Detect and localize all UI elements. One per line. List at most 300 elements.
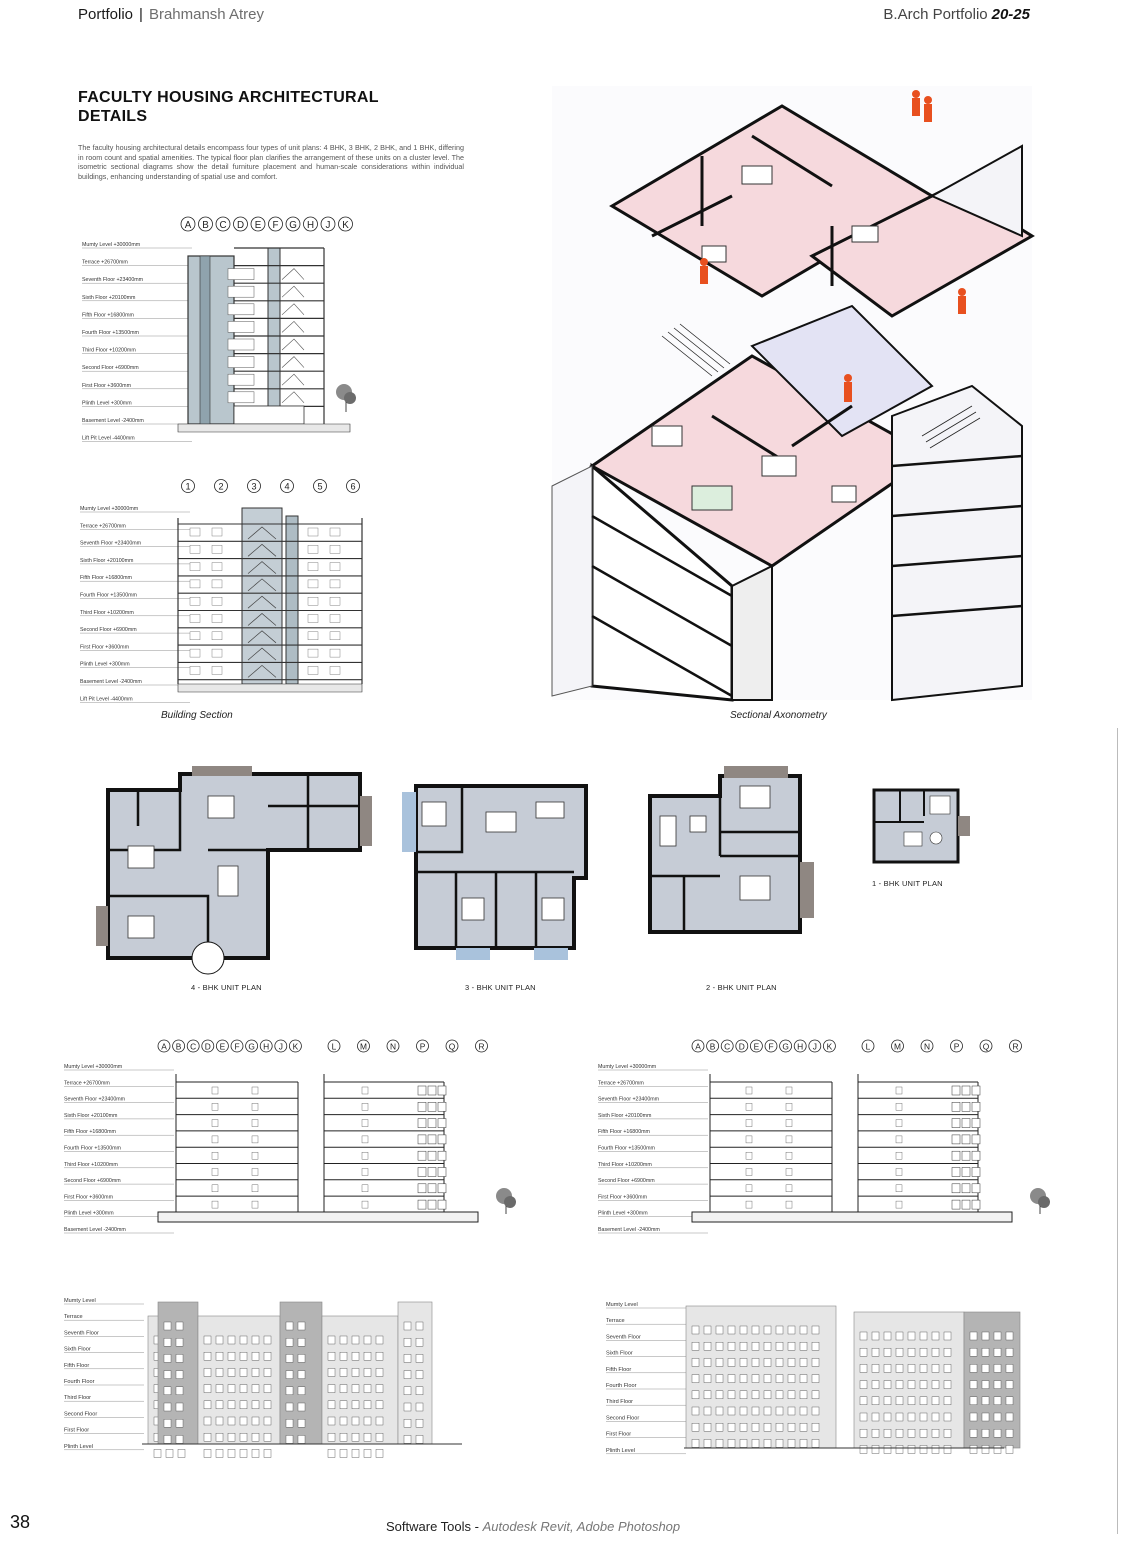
grid-bubble <box>248 480 261 493</box>
window <box>896 1103 902 1110</box>
window <box>932 1332 939 1340</box>
window <box>362 1103 368 1110</box>
balcony <box>958 816 970 836</box>
window <box>944 1381 951 1389</box>
window <box>240 1385 247 1393</box>
grid-bubble-label: L <box>865 1041 871 1052</box>
lift-core <box>188 256 234 424</box>
portfolio-year: 20-25 <box>991 6 1030 23</box>
grid-bubble-label: D <box>204 1041 211 1052</box>
window <box>364 1368 371 1376</box>
window <box>364 1449 371 1457</box>
window <box>438 1184 446 1193</box>
grid-bubble-label: N <box>389 1041 397 1052</box>
grid-bubble <box>707 1040 719 1052</box>
level-label: First Floor +3600mm <box>598 1194 648 1201</box>
window <box>240 1449 247 1457</box>
grid-bubbles-letters-ext <box>862 1040 1022 1052</box>
grid-bubble-label: K <box>292 1041 299 1052</box>
elevation-facade <box>142 1302 462 1457</box>
window <box>364 1433 371 1441</box>
window <box>800 1407 807 1415</box>
window <box>228 321 254 332</box>
window <box>212 666 222 674</box>
ground-section <box>178 424 350 432</box>
window <box>212 580 222 588</box>
window <box>204 1417 211 1425</box>
window <box>404 1354 411 1362</box>
window <box>872 1429 879 1437</box>
window <box>418 1151 426 1160</box>
level-label: Plinth Level <box>606 1447 635 1454</box>
window <box>252 1152 258 1159</box>
level-label: Fifth Floor +16800mm <box>64 1129 116 1136</box>
window <box>438 1168 446 1177</box>
portfolio-label: Portfolio <box>78 6 134 23</box>
window <box>728 1358 735 1366</box>
basement <box>158 1212 478 1222</box>
window <box>404 1387 411 1395</box>
window <box>240 1336 247 1344</box>
window <box>212 563 222 571</box>
grid-bubble-label: C <box>724 1041 731 1052</box>
level-label: Sixth Floor +20100mm <box>598 1112 652 1119</box>
window <box>920 1348 927 1356</box>
window <box>740 1358 747 1366</box>
window <box>994 1381 1001 1389</box>
window <box>308 597 318 605</box>
window <box>692 1407 699 1415</box>
level-labels <box>606 1302 686 1454</box>
window <box>982 1348 989 1356</box>
elevation-left <box>62 1292 472 1460</box>
window <box>704 1342 711 1350</box>
grid-bubble-label: K <box>342 219 349 231</box>
window <box>704 1326 711 1334</box>
window <box>692 1342 699 1350</box>
basement <box>692 1212 1012 1222</box>
window <box>298 1435 305 1443</box>
window <box>164 1403 171 1411</box>
level-label: Mumty Level <box>606 1302 638 1308</box>
window <box>962 1135 970 1144</box>
window <box>812 1375 819 1383</box>
window <box>212 1103 218 1110</box>
grid-bubble <box>182 480 195 493</box>
window <box>944 1332 951 1340</box>
window <box>418 1200 426 1209</box>
window <box>264 1417 271 1425</box>
grid-bubble-label: N <box>923 1041 931 1052</box>
window <box>746 1087 752 1094</box>
grid-bubble <box>181 217 195 231</box>
level-label: Second Floor +6900mm <box>80 627 137 634</box>
window <box>308 615 318 623</box>
window <box>896 1087 902 1094</box>
window <box>212 545 222 553</box>
window <box>982 1332 989 1340</box>
grid-bubble <box>187 1040 199 1052</box>
grid-bubble-label: E <box>254 219 262 231</box>
grid-bubble <box>476 1040 488 1052</box>
grid-bubble-label: A <box>161 1041 167 1052</box>
window <box>896 1381 903 1389</box>
grid-bubble <box>692 1040 704 1052</box>
window <box>204 1385 211 1393</box>
window <box>800 1439 807 1447</box>
grid-bubble-label: 5 <box>317 481 323 492</box>
plan-2bhk <box>640 766 830 942</box>
window <box>860 1381 867 1389</box>
grid-bubble-label: H <box>306 219 315 231</box>
window <box>872 1445 879 1453</box>
window <box>812 1439 819 1447</box>
window <box>364 1336 371 1344</box>
window <box>970 1381 977 1389</box>
facade-block <box>398 1302 432 1444</box>
window <box>298 1322 305 1330</box>
window <box>264 1449 271 1457</box>
plan-label-4bhk: 4 - BHK UNIT PLAN <box>191 983 262 992</box>
level-label: Sixth Floor +20100mm <box>82 294 136 301</box>
window <box>860 1397 867 1405</box>
stair-flight <box>282 321 304 332</box>
grid-bubble-label: B <box>202 219 209 231</box>
window <box>896 1152 902 1159</box>
window <box>704 1423 711 1431</box>
window <box>364 1385 371 1393</box>
intro-paragraph: The faculty housing architectural details encompass four types of unit plans: 4 BHK, 3 BHK, 2 BHK, and 1 BHK, differing in room count and spatial amenities. The typical floor plan clarifies the arrangement of these units on a cluster level. The isometric sectional diagrams show the detail furniture placement and human-scale considerations within individual buildings, enhancing understanding of spatial use and comfort. <box>78 143 464 181</box>
window <box>728 1375 735 1383</box>
grid-bubble <box>216 217 230 231</box>
window <box>962 1151 970 1160</box>
longitudinal-section-drawing <box>78 478 378 703</box>
window <box>352 1417 359 1425</box>
window <box>416 1403 423 1411</box>
level-labels <box>82 242 192 442</box>
window <box>264 1385 271 1393</box>
grid-bubble <box>446 1040 458 1052</box>
window <box>330 597 340 605</box>
window <box>404 1419 411 1427</box>
plan-label-1bhk: 1 - BHK UNIT PLAN <box>872 879 943 888</box>
window <box>788 1439 795 1447</box>
window <box>428 1168 436 1177</box>
window <box>728 1407 735 1415</box>
level-label: First Floor <box>64 1427 90 1434</box>
window <box>428 1086 436 1095</box>
window <box>908 1413 915 1421</box>
window <box>416 1387 423 1395</box>
window <box>746 1136 752 1143</box>
window <box>190 528 200 536</box>
window <box>972 1200 980 1209</box>
grid-bubble-label: B <box>709 1041 716 1052</box>
window <box>340 1433 347 1441</box>
window <box>404 1338 411 1346</box>
window <box>812 1326 819 1334</box>
window <box>896 1348 903 1356</box>
window <box>364 1401 371 1409</box>
bathroom-tile <box>692 486 732 510</box>
window <box>752 1439 759 1447</box>
window <box>952 1135 960 1144</box>
window <box>908 1445 915 1453</box>
level-label: Fifth Floor +16800mm <box>598 1129 650 1136</box>
window <box>228 357 254 368</box>
window <box>212 1136 218 1143</box>
balcony <box>534 948 568 960</box>
window <box>438 1151 446 1160</box>
window <box>970 1429 977 1437</box>
window <box>962 1168 970 1177</box>
level-label: Mumty Level <box>64 1298 96 1304</box>
window <box>776 1375 783 1383</box>
window <box>884 1429 891 1437</box>
window <box>264 1433 271 1441</box>
portfolio-header <box>78 6 264 23</box>
portfolio-tag-text: B.Arch Portfolio <box>883 6 988 23</box>
grid-bubble-label: G <box>248 1041 255 1052</box>
level-label: First Floor +3600mm <box>82 382 132 389</box>
window <box>164 1419 171 1427</box>
window <box>298 1371 305 1379</box>
cross-section-drawing <box>78 212 378 442</box>
elevation-facade <box>684 1306 1020 1453</box>
window <box>716 1407 723 1415</box>
window <box>252 1136 258 1143</box>
window <box>204 1352 211 1360</box>
window <box>972 1135 980 1144</box>
window <box>418 1184 426 1193</box>
window <box>972 1151 980 1160</box>
stair-flight <box>282 374 304 385</box>
level-label: Third Floor +10200mm <box>80 609 134 616</box>
window <box>786 1120 792 1127</box>
window <box>962 1119 970 1128</box>
grid-bubble <box>736 1040 748 1052</box>
window <box>428 1119 436 1128</box>
author-name: Brahmansh Atrey <box>148 6 264 23</box>
window <box>228 1336 235 1344</box>
window <box>416 1322 423 1330</box>
window <box>776 1391 783 1399</box>
window <box>944 1429 951 1437</box>
window <box>788 1358 795 1366</box>
plan-4bhk <box>88 766 378 966</box>
window <box>764 1326 771 1334</box>
window <box>228 304 254 315</box>
window <box>228 1352 235 1360</box>
window <box>286 1371 293 1379</box>
window <box>982 1429 989 1437</box>
window <box>752 1358 759 1366</box>
window <box>872 1332 879 1340</box>
level-label: Fourth Floor +13500mm <box>82 330 139 336</box>
window <box>972 1184 980 1193</box>
grid-bubble-label: F <box>272 219 279 231</box>
window <box>298 1354 305 1362</box>
window <box>952 1200 960 1209</box>
grid-bubble <box>347 480 360 493</box>
grid-bubble <box>215 480 228 493</box>
window <box>746 1185 752 1192</box>
window <box>252 1185 258 1192</box>
level-label: Seventh Floor +23400mm <box>80 540 142 547</box>
grid-bubble <box>234 217 248 231</box>
person-icon <box>700 258 708 284</box>
level-label: Plinth Level +300mm <box>598 1210 648 1217</box>
window <box>362 1120 368 1127</box>
grid-bubble <box>1010 1040 1022 1052</box>
window <box>416 1419 423 1427</box>
grid-bubble <box>281 480 294 493</box>
window <box>788 1375 795 1383</box>
plan-label-2bhk: 2 - BHK UNIT PLAN <box>706 983 777 992</box>
grid-bubble-label: F <box>234 1041 240 1052</box>
window <box>908 1381 915 1389</box>
window <box>178 1449 185 1457</box>
window <box>364 1352 371 1360</box>
window <box>264 1336 271 1344</box>
window <box>308 666 318 674</box>
window <box>776 1326 783 1334</box>
window <box>228 1433 235 1441</box>
window <box>252 1103 258 1110</box>
window <box>896 1120 902 1127</box>
level-label: Seventh Floor +23400mm <box>64 1096 126 1103</box>
window <box>154 1449 161 1457</box>
level-label: First Floor <box>606 1431 632 1438</box>
window <box>252 1120 258 1127</box>
window <box>216 1368 223 1376</box>
window <box>932 1445 939 1453</box>
window <box>994 1348 1001 1356</box>
window <box>416 1371 423 1379</box>
window <box>800 1375 807 1383</box>
window <box>872 1381 879 1389</box>
level-label: Mumty Level +30000mm <box>82 242 141 248</box>
window <box>216 1433 223 1441</box>
stair-flight <box>282 304 304 315</box>
stair-flight <box>282 269 304 280</box>
window <box>692 1326 699 1334</box>
window <box>962 1200 970 1209</box>
window <box>252 1169 258 1176</box>
portfolio-tag <box>883 6 1030 23</box>
level-label: Terrace <box>64 1314 83 1321</box>
window <box>994 1332 1001 1340</box>
window <box>764 1407 771 1415</box>
level-label: Mumty Level +30000mm <box>598 1064 657 1070</box>
grid-bubble-label: H <box>797 1041 804 1052</box>
window <box>994 1397 1001 1405</box>
plan-3bhk <box>396 772 606 962</box>
window <box>884 1445 891 1453</box>
window <box>428 1102 436 1111</box>
level-label: Fourth Floor +13500mm <box>64 1145 121 1152</box>
stair-flight <box>282 357 304 368</box>
window <box>896 1332 903 1340</box>
grid-bubble <box>158 1040 170 1052</box>
balcony <box>96 906 108 946</box>
level-label: Second Floor <box>606 1415 640 1422</box>
window <box>704 1407 711 1415</box>
grid-bubble <box>251 217 265 231</box>
grid-bubble <box>823 1040 835 1052</box>
grid-bubble <box>231 1040 243 1052</box>
window <box>896 1397 903 1405</box>
window <box>716 1391 723 1399</box>
window <box>418 1086 426 1095</box>
window <box>418 1135 426 1144</box>
window <box>716 1439 723 1447</box>
window <box>352 1449 359 1457</box>
window <box>308 563 318 571</box>
grid-bubble-label: M <box>894 1041 901 1052</box>
window <box>340 1417 347 1425</box>
window <box>212 649 222 657</box>
window <box>872 1397 879 1405</box>
grid-bubble-label: J <box>812 1041 817 1052</box>
balcony <box>724 766 788 778</box>
window <box>204 1449 211 1457</box>
window <box>164 1435 171 1443</box>
window <box>692 1423 699 1431</box>
window <box>190 580 200 588</box>
window <box>786 1136 792 1143</box>
window <box>328 1449 335 1457</box>
window <box>908 1429 915 1437</box>
window <box>970 1413 977 1421</box>
window <box>872 1364 879 1372</box>
window <box>932 1381 939 1389</box>
window <box>216 1449 223 1457</box>
window <box>932 1413 939 1421</box>
window <box>884 1332 891 1340</box>
window <box>970 1445 977 1453</box>
window <box>404 1371 411 1379</box>
grid-bubble <box>794 1040 806 1052</box>
person-icon <box>912 90 920 116</box>
window <box>746 1120 752 1127</box>
window <box>362 1185 368 1192</box>
window <box>438 1119 446 1128</box>
window <box>952 1102 960 1111</box>
window <box>264 1401 271 1409</box>
grid-bubbles-letters-ext <box>328 1040 488 1052</box>
window <box>952 1151 960 1160</box>
level-label: Fifth Floor <box>64 1362 90 1369</box>
window <box>164 1387 171 1395</box>
window <box>812 1358 819 1366</box>
window <box>376 1352 383 1360</box>
long-section-right <box>596 1036 1056 1232</box>
window <box>228 286 254 297</box>
window <box>982 1397 989 1405</box>
window <box>1006 1348 1013 1356</box>
level-label: Mumty Level +30000mm <box>64 1064 123 1070</box>
grid-bubbles-letters <box>158 1040 301 1052</box>
sectional-axonometry-drawing <box>552 86 1032 700</box>
level-label: First Floor +3600mm <box>80 644 130 651</box>
level-labels <box>80 506 190 702</box>
person-icon <box>958 288 966 314</box>
window <box>1006 1429 1013 1437</box>
window <box>982 1381 989 1389</box>
window <box>704 1375 711 1383</box>
level-labels <box>64 1298 144 1450</box>
